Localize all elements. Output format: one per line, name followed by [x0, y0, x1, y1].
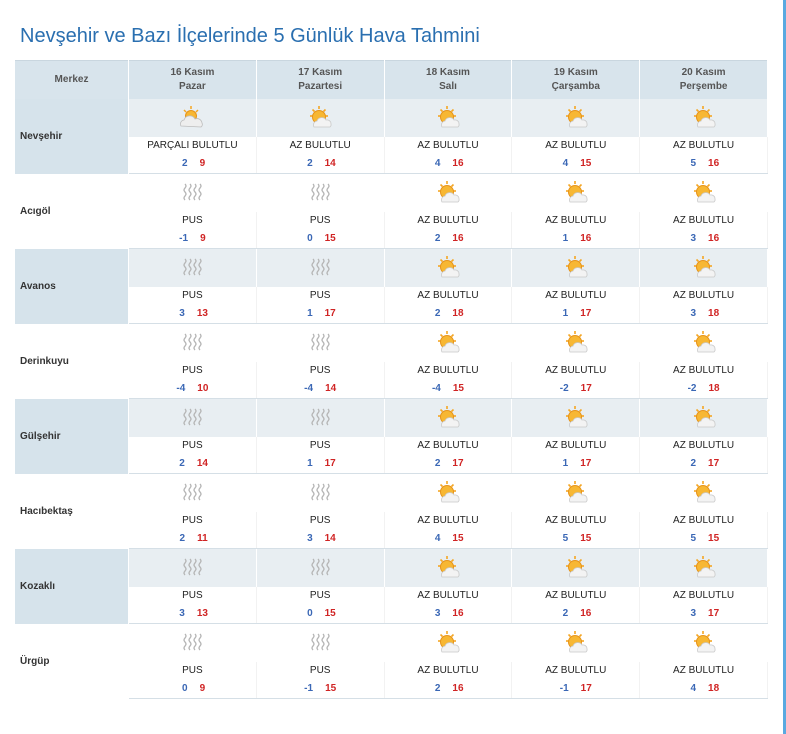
- min-temp: 2: [562, 608, 569, 619]
- temperature-cell: [384, 604, 512, 624]
- weather-icon-cell: [256, 99, 384, 137]
- min-temp: 1: [562, 233, 569, 244]
- haze-icon: [305, 479, 335, 507]
- header-row: [15, 61, 768, 100]
- page-title: Nevşehir ve Bazı İlçelerinde 5 Günlük Hava Tahmini: [20, 25, 480, 48]
- forecast-table: [15, 60, 768, 699]
- weather-icon-cell: [129, 399, 257, 438]
- min-temp: 5: [690, 158, 697, 169]
- weather-icon-cell: [512, 324, 640, 363]
- max-temp: 16: [580, 608, 592, 619]
- haze-icon: [177, 554, 207, 582]
- weather-icon-cell: [129, 549, 257, 588]
- temperature-row: [15, 379, 768, 399]
- weather-description: AZ BULUTLU: [512, 137, 640, 154]
- location-name: Kozaklı: [15, 549, 129, 624]
- max-temp: 15: [452, 383, 464, 394]
- weather-description: PUS: [256, 362, 384, 379]
- min-temp: 3: [179, 308, 185, 319]
- day-date: 19 Kasım: [553, 67, 598, 78]
- location-name: Ürgüp: [15, 624, 129, 699]
- haze-icon: [305, 404, 335, 432]
- weather-description: AZ BULUTLU: [384, 512, 512, 529]
- weather-description: AZ BULUTLU: [640, 287, 768, 304]
- weather-description: AZ BULUTLU: [384, 212, 512, 229]
- weather-icon-cell: [384, 549, 512, 588]
- temperature-cell: [256, 454, 384, 474]
- min-temp: -2: [687, 383, 697, 394]
- weather-icon-cell: [384, 624, 512, 663]
- temperature-cell: [256, 379, 384, 399]
- max-temp: 16: [708, 158, 720, 169]
- temperature-cell: [256, 529, 384, 549]
- temperature-cell: [640, 454, 768, 474]
- weather-icon-cell: [640, 324, 768, 363]
- mostly-sunny-icon: [561, 179, 591, 207]
- temperature-cell: [384, 679, 512, 699]
- header-day: [384, 61, 512, 100]
- weather-icon-cell: [640, 399, 768, 438]
- location-name: Hacıbektaş: [15, 474, 129, 549]
- location-row: [15, 249, 768, 288]
- location-name: Derinkuyu: [15, 324, 129, 399]
- min-temp: 4: [434, 158, 441, 169]
- temperature-cell: [512, 304, 640, 324]
- weather-description: AZ BULUTLU: [512, 362, 640, 379]
- weather-description: AZ BULUTLU: [384, 437, 512, 454]
- temperature-cell: [512, 229, 640, 249]
- header-day: [256, 61, 384, 100]
- min-temp: -1: [304, 683, 314, 694]
- min-temp: 2: [690, 458, 697, 469]
- temperature-row: [15, 679, 768, 699]
- weather-description: AZ BULUTLU: [640, 437, 768, 454]
- max-temp: 15: [580, 158, 592, 169]
- mostly-sunny-icon: [689, 404, 719, 432]
- mostly-sunny-icon: [561, 329, 591, 357]
- max-temp: 17: [324, 308, 336, 319]
- min-temp: 0: [307, 608, 313, 619]
- weather-description: PUS: [256, 437, 384, 454]
- haze-icon: [305, 554, 335, 582]
- max-temp: 15: [452, 533, 464, 544]
- day-date: 16 Kasım: [170, 67, 215, 78]
- max-temp: 14: [196, 458, 208, 469]
- max-temp: 18: [708, 383, 720, 394]
- description-row: [15, 437, 768, 454]
- weather-description: AZ BULUTLU: [512, 437, 640, 454]
- mostly-sunny-icon: [689, 629, 719, 657]
- mostly-sunny-icon: [433, 329, 463, 357]
- min-temp: 2: [307, 158, 313, 169]
- min-temp: 2: [434, 683, 441, 694]
- min-temp: 4: [690, 683, 697, 694]
- temperature-cell: [512, 679, 640, 699]
- day-name: Çarşamba: [551, 81, 600, 92]
- weather-icon-cell: [129, 324, 257, 363]
- min-temp: 2: [179, 533, 186, 544]
- min-temp: -1: [179, 233, 189, 244]
- weather-description: PUS: [129, 587, 257, 604]
- min-temp: 2: [434, 233, 441, 244]
- temperature-cell: [512, 454, 640, 474]
- weather-icon-cell: [640, 549, 768, 588]
- location-row: [15, 399, 768, 438]
- weather-description: PUS: [129, 437, 257, 454]
- max-temp: 16: [580, 233, 592, 244]
- description-row: [15, 137, 768, 154]
- min-temp: -4: [431, 383, 441, 394]
- weather-icon-cell: [256, 474, 384, 513]
- temperature-cell: [640, 379, 768, 399]
- weather-icon-cell: [384, 324, 512, 363]
- haze-icon: [177, 179, 207, 207]
- temperature-row: [15, 529, 768, 549]
- temperature-cell: [512, 529, 640, 549]
- max-temp: 9: [200, 233, 206, 244]
- max-temp: 13: [196, 608, 208, 619]
- max-temp: 14: [325, 383, 337, 394]
- haze-icon: [177, 479, 207, 507]
- weather-description: PUS: [256, 662, 384, 679]
- weather-icon-cell: [512, 249, 640, 288]
- max-temp: 15: [324, 233, 336, 244]
- weather-icon-cell: [129, 174, 257, 213]
- haze-icon: [177, 329, 207, 357]
- weather-description: PUS: [129, 212, 257, 229]
- weather-icon-cell: [512, 549, 640, 588]
- temperature-cell: [129, 379, 257, 399]
- forecast-body: [15, 99, 768, 699]
- weather-icon-cell: [256, 399, 384, 438]
- location-row: [15, 174, 768, 213]
- day-name: Salı: [439, 81, 457, 92]
- temperature-row: [15, 154, 768, 174]
- min-temp: 1: [562, 308, 569, 319]
- weather-description: AZ BULUTLU: [384, 287, 512, 304]
- weather-description: PUS: [256, 287, 384, 304]
- weather-icon-cell: [129, 474, 257, 513]
- max-temp: 18: [708, 683, 720, 694]
- min-temp: 3: [690, 233, 697, 244]
- min-temp: -4: [304, 383, 314, 394]
- temperature-cell: [256, 604, 384, 624]
- max-temp: 17: [580, 683, 592, 694]
- min-temp: -1: [559, 683, 569, 694]
- location-row: [15, 99, 768, 137]
- min-temp: 2: [434, 308, 441, 319]
- min-temp: 1: [307, 308, 313, 319]
- mostly-sunny-icon: [561, 254, 591, 282]
- weather-icon-cell: [256, 624, 384, 663]
- max-temp: 13: [196, 308, 208, 319]
- weather-icon-cell: [256, 324, 384, 363]
- weather-icon-cell: [512, 474, 640, 513]
- haze-icon: [305, 254, 335, 282]
- header-day: [512, 61, 640, 100]
- weather-description: AZ BULUTLU: [640, 137, 768, 154]
- weather-icon-cell: [256, 549, 384, 588]
- day-name: Pazar: [179, 81, 206, 92]
- max-temp: 9: [199, 158, 206, 169]
- weather-icon-cell: [384, 399, 512, 438]
- min-temp: 5: [690, 533, 697, 544]
- weather-icon-cell: [512, 174, 640, 213]
- temperature-cell: [512, 379, 640, 399]
- min-temp: 1: [307, 458, 313, 469]
- haze-icon: [177, 629, 207, 657]
- mostly-sunny-icon: [433, 554, 463, 582]
- mostly-sunny-icon: [433, 254, 463, 282]
- min-temp: -4: [176, 383, 186, 394]
- temperature-cell: [129, 229, 257, 249]
- weather-description: AZ BULUTLU: [512, 662, 640, 679]
- temperature-cell: [640, 229, 768, 249]
- mostly-sunny-icon: [433, 179, 463, 207]
- max-temp: 17: [708, 458, 720, 469]
- max-temp: 18: [708, 308, 720, 319]
- temperature-cell: [384, 379, 512, 399]
- weather-description: PUS: [129, 287, 257, 304]
- temperature-cell: [640, 154, 768, 174]
- day-date: 18 Kasım: [426, 67, 470, 78]
- day-name: Perşembe: [679, 81, 728, 92]
- location-row: [15, 474, 768, 513]
- temperature-row: [15, 304, 768, 324]
- min-temp: 4: [562, 158, 569, 169]
- max-temp: 17: [580, 383, 592, 394]
- min-temp: 0: [182, 683, 188, 694]
- header-day: [129, 61, 257, 100]
- weather-icon-cell: [512, 624, 640, 663]
- max-temp: 16: [452, 683, 464, 694]
- weather-icon-cell: [384, 249, 512, 288]
- location-name: Avanos: [15, 249, 129, 324]
- weather-icon-cell: [129, 99, 257, 137]
- header-day: [640, 61, 768, 100]
- location-name: Gülşehir: [15, 399, 129, 474]
- weather-description: AZ BULUTLU: [384, 662, 512, 679]
- temperature-cell: [384, 304, 512, 324]
- weather-description: AZ BULUTLU: [512, 212, 640, 229]
- temperature-cell: [256, 154, 384, 174]
- mostly-sunny-icon: [689, 254, 719, 282]
- weather-icon-cell: [256, 249, 384, 288]
- haze-icon: [305, 329, 335, 357]
- mostly-sunny-icon: [561, 629, 591, 657]
- weather-description: PUS: [129, 362, 257, 379]
- max-temp: 16: [452, 233, 464, 244]
- temperature-cell: [640, 604, 768, 624]
- max-temp: 14: [324, 158, 336, 169]
- min-temp: 3: [434, 608, 441, 619]
- description-row: [15, 662, 768, 679]
- min-temp: 3: [690, 308, 697, 319]
- min-temp: 2: [434, 458, 441, 469]
- weather-description: PUS: [256, 212, 384, 229]
- max-temp: 15: [580, 533, 592, 544]
- min-temp: 3: [179, 608, 185, 619]
- weather-description: AZ BULUTLU: [640, 362, 768, 379]
- min-temp: 2: [179, 458, 185, 469]
- weather-description: AZ BULUTLU: [640, 512, 768, 529]
- weather-description: PUS: [256, 587, 384, 604]
- mostly-sunny-icon: [433, 629, 463, 657]
- mostly-sunny-icon: [689, 479, 719, 507]
- day-date: 17 Kasım: [298, 67, 343, 78]
- max-temp: 10: [197, 383, 209, 394]
- day-date: 20 Kasım: [681, 67, 726, 78]
- temperature-cell: [640, 304, 768, 324]
- weather-icon-cell: [384, 174, 512, 213]
- temperature-cell: [512, 604, 640, 624]
- temperature-cell: [129, 304, 257, 324]
- haze-icon: [305, 629, 335, 657]
- weather-icon-cell: [384, 99, 512, 137]
- location-row: [15, 624, 768, 663]
- min-temp: 3: [307, 533, 313, 544]
- max-temp: 15: [325, 683, 337, 694]
- weather-icon-cell: [129, 249, 257, 288]
- weather-description: AZ BULUTLU: [640, 212, 768, 229]
- temperature-cell: [256, 229, 384, 249]
- temperature-cell: [129, 454, 257, 474]
- temperature-row: [15, 454, 768, 474]
- weather-description: PUS: [129, 662, 257, 679]
- weather-description: AZ BULUTLU: [640, 587, 768, 604]
- temperature-row: [15, 604, 768, 624]
- weather-icon-cell: [640, 474, 768, 513]
- temperature-cell: [384, 529, 512, 549]
- max-temp: 17: [452, 458, 464, 469]
- temperature-cell: [256, 679, 384, 699]
- min-temp: -2: [559, 383, 569, 394]
- location-name: Acıgöl: [15, 174, 129, 249]
- header-merkez: Merkez: [15, 61, 129, 100]
- mostly-sunny-icon: [561, 479, 591, 507]
- max-temp: 15: [324, 608, 336, 619]
- mostly-sunny-icon: [561, 104, 591, 132]
- mostly-sunny-icon: [689, 554, 719, 582]
- max-temp: 9: [199, 683, 206, 694]
- temperature-cell: [640, 679, 768, 699]
- temperature-cell: [129, 154, 257, 174]
- weather-description: AZ BULUTLU: [640, 662, 768, 679]
- max-temp: 16: [708, 233, 720, 244]
- temperature-cell: [129, 529, 257, 549]
- temperature-cell: [129, 679, 257, 699]
- temperature-cell: [129, 604, 257, 624]
- max-temp: 11: [197, 533, 208, 544]
- min-temp: 0: [307, 233, 313, 244]
- weather-icon-cell: [384, 474, 512, 513]
- weather-icon-cell: [512, 99, 640, 137]
- description-row: [15, 212, 768, 229]
- weather-description: AZ BULUTLU: [512, 287, 640, 304]
- weather-icon-cell: [129, 624, 257, 663]
- mostly-sunny-icon: [689, 179, 719, 207]
- weather-description: AZ BULUTLU: [384, 362, 512, 379]
- description-row: [15, 512, 768, 529]
- mostly-sunny-icon: [433, 104, 463, 132]
- min-temp: 3: [690, 608, 697, 619]
- location-row: [15, 549, 768, 588]
- max-temp: 16: [452, 158, 464, 169]
- weather-description: AZ BULUTLU: [512, 512, 640, 529]
- mostly-sunny-icon: [561, 404, 591, 432]
- min-temp: 1: [562, 458, 569, 469]
- mostly-sunny-icon: [433, 404, 463, 432]
- mostly-sunny-icon: [561, 554, 591, 582]
- weather-icon-cell: [640, 249, 768, 288]
- max-temp: 17: [324, 458, 336, 469]
- weather-icon-cell: [640, 99, 768, 137]
- min-temp: 2: [182, 158, 188, 169]
- day-name: Pazartesi: [298, 81, 343, 92]
- weather-description: PUS: [256, 512, 384, 529]
- weather-icon-cell: [640, 624, 768, 663]
- max-temp: 18: [452, 308, 464, 319]
- temperature-cell: [384, 454, 512, 474]
- weather-description: PUS: [129, 512, 257, 529]
- haze-icon: [305, 179, 335, 207]
- location-row: [15, 324, 768, 363]
- haze-icon: [177, 404, 207, 432]
- location-name: Nevşehir: [15, 99, 129, 174]
- weather-icon-cell: [256, 174, 384, 213]
- mostly-sunny-icon: [433, 479, 463, 507]
- max-temp: 15: [708, 533, 720, 544]
- max-temp: 14: [324, 533, 336, 544]
- mostly-sunny-icon: [305, 104, 335, 132]
- haze-icon: [177, 254, 207, 282]
- description-row: [15, 287, 768, 304]
- temperature-cell: [256, 304, 384, 324]
- description-row: [15, 587, 768, 604]
- weather-description: PARÇALI BULUTLU: [129, 137, 257, 154]
- temperature-cell: [512, 154, 640, 174]
- mostly-sunny-icon: [689, 329, 719, 357]
- description-row: [15, 362, 768, 379]
- temperature-cell: [384, 229, 512, 249]
- weather-icon-cell: [512, 399, 640, 438]
- max-temp: 17: [708, 608, 720, 619]
- weather-description: AZ BULUTLU: [384, 587, 512, 604]
- max-temp: 17: [580, 458, 592, 469]
- max-temp: 17: [580, 308, 592, 319]
- temperature-row: [15, 229, 768, 249]
- weather-description: AZ BULUTLU: [384, 137, 512, 154]
- mostly-sunny-icon: [689, 104, 719, 132]
- temperature-cell: [640, 529, 768, 549]
- partly-cloudy-icon: [177, 104, 207, 132]
- weather-description: AZ BULUTLU: [512, 587, 640, 604]
- min-temp: 4: [434, 533, 441, 544]
- max-temp: 16: [452, 608, 464, 619]
- min-temp: 5: [562, 533, 569, 544]
- temperature-cell: [384, 154, 512, 174]
- weather-icon-cell: [640, 174, 768, 213]
- weather-description: AZ BULUTLU: [256, 137, 384, 154]
